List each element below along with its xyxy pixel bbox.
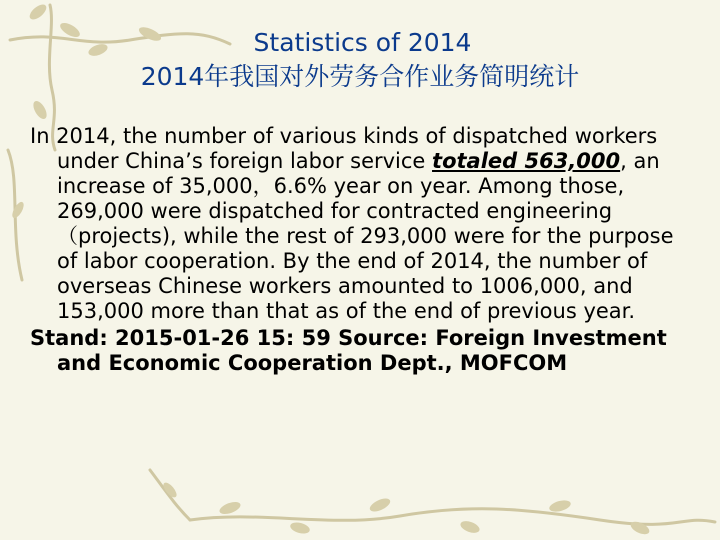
title-english: Statistics of 2014: [253, 28, 472, 57]
statistics-paragraph: [30, 124, 700, 324]
title-chinese: 2014年我国对外劳务合作业务简明统计: [140, 62, 580, 91]
source-line: Stand: 2015-01-26 15: 59 Source: Foreign Investment and Economic Cooperation Dept., MOFCOM: [30, 326, 667, 375]
paragraph-emphasis: totaled 563,000: [432, 149, 621, 173]
slide-title: [0, 26, 720, 94]
paragraph-rest: , an increase of 35,000，6.6% year on year. Among those, 269,000 were dispatched for contracted engineering（projects), while the rest of 293,000 were for the purpose of labor cooperation. By the end of 2014, the number of overseas Chinese workers amounted to 1006,000, and 153,000 more than that as of the end of previous year.: [57, 149, 674, 323]
paragraph-intro: In 2014, the number of various kinds of dispatched workers under China’s foreign labor service: [30, 124, 658, 173]
slide-body: [30, 124, 700, 376]
